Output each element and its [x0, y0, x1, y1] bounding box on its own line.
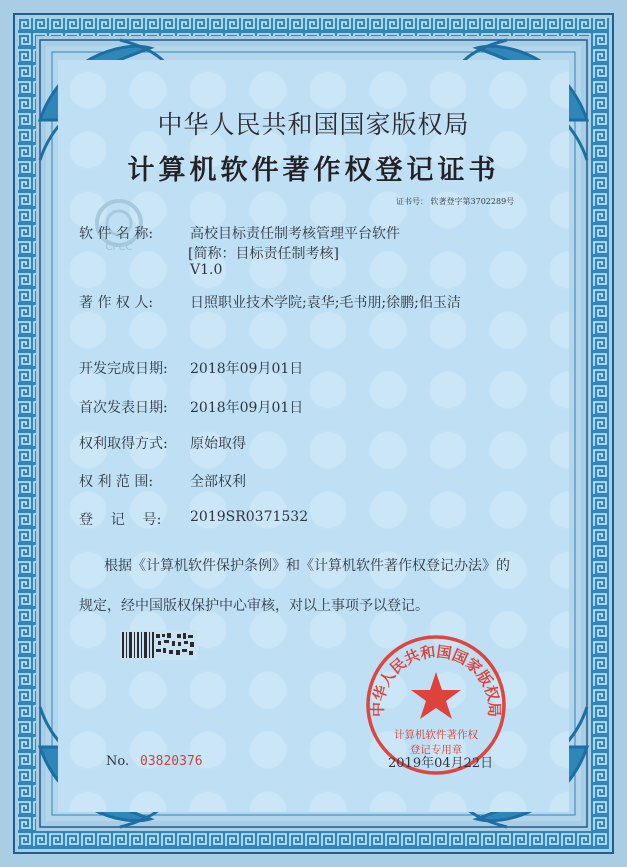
logo-text: CPCC: [105, 242, 133, 253]
rights-scope: 全部权利: [190, 474, 246, 490]
software-name-label: 软 件 名 称:: [79, 226, 154, 242]
reg-number-label: 登 记 号:: [79, 512, 162, 528]
seal-ring-text: 中华人民共和国国家版权局: [368, 642, 504, 718]
dev-completion-date: 2018年09月01日: [190, 361, 304, 377]
certificate-number: 证书号： 软著登字第3702289号: [396, 197, 515, 206]
software-short-name: [简称：目标责任制考核]: [188, 246, 339, 262]
acquire-method-label: 权利取得方式:: [79, 436, 168, 452]
serial-number: 03820376: [140, 754, 203, 769]
serial-number-label: No.: [106, 754, 130, 769]
dev-completion-label: 开发完成日期:: [79, 361, 168, 377]
statement-line-2: 规定，经中国版权保护中心审核，对以上事项予以登记。: [79, 598, 429, 614]
seal-line-1: 计算机软件著作权: [394, 729, 478, 741]
first-publish-label: 首次发表日期:: [79, 400, 168, 416]
copyright-owner: 日照职业技术学院;袁华;毛书朋;徐鹏;佀玉洁: [190, 295, 461, 311]
reg-number: 2019SR0371532: [190, 509, 309, 525]
first-publish-date: 2018年09月01日: [190, 400, 304, 416]
rights-scope-label: 权 利 范 围:: [79, 474, 154, 490]
certificate-title: 计算机软件著作权登记证书: [127, 155, 500, 186]
seal-star-icon: [411, 672, 461, 719]
seal-line-2: 登记专用章: [409, 744, 463, 756]
barcode-image: [120, 630, 198, 660]
acquire-method: 原始取得: [190, 436, 246, 452]
software-name: 高校目标责任制考核管理平台软件: [190, 226, 400, 242]
issuing-agency: 中华人民共和国国家版权局: [157, 110, 470, 139]
software-version: V1.0: [190, 262, 223, 278]
issue-date: 2019年04月22日: [388, 756, 494, 771]
copyright-owner-label: 著 作 权 人:: [79, 295, 154, 311]
statement-line-1: 根据《计算机软件保护条例》和《计算机软件著作权登记办法》的: [104, 558, 510, 574]
